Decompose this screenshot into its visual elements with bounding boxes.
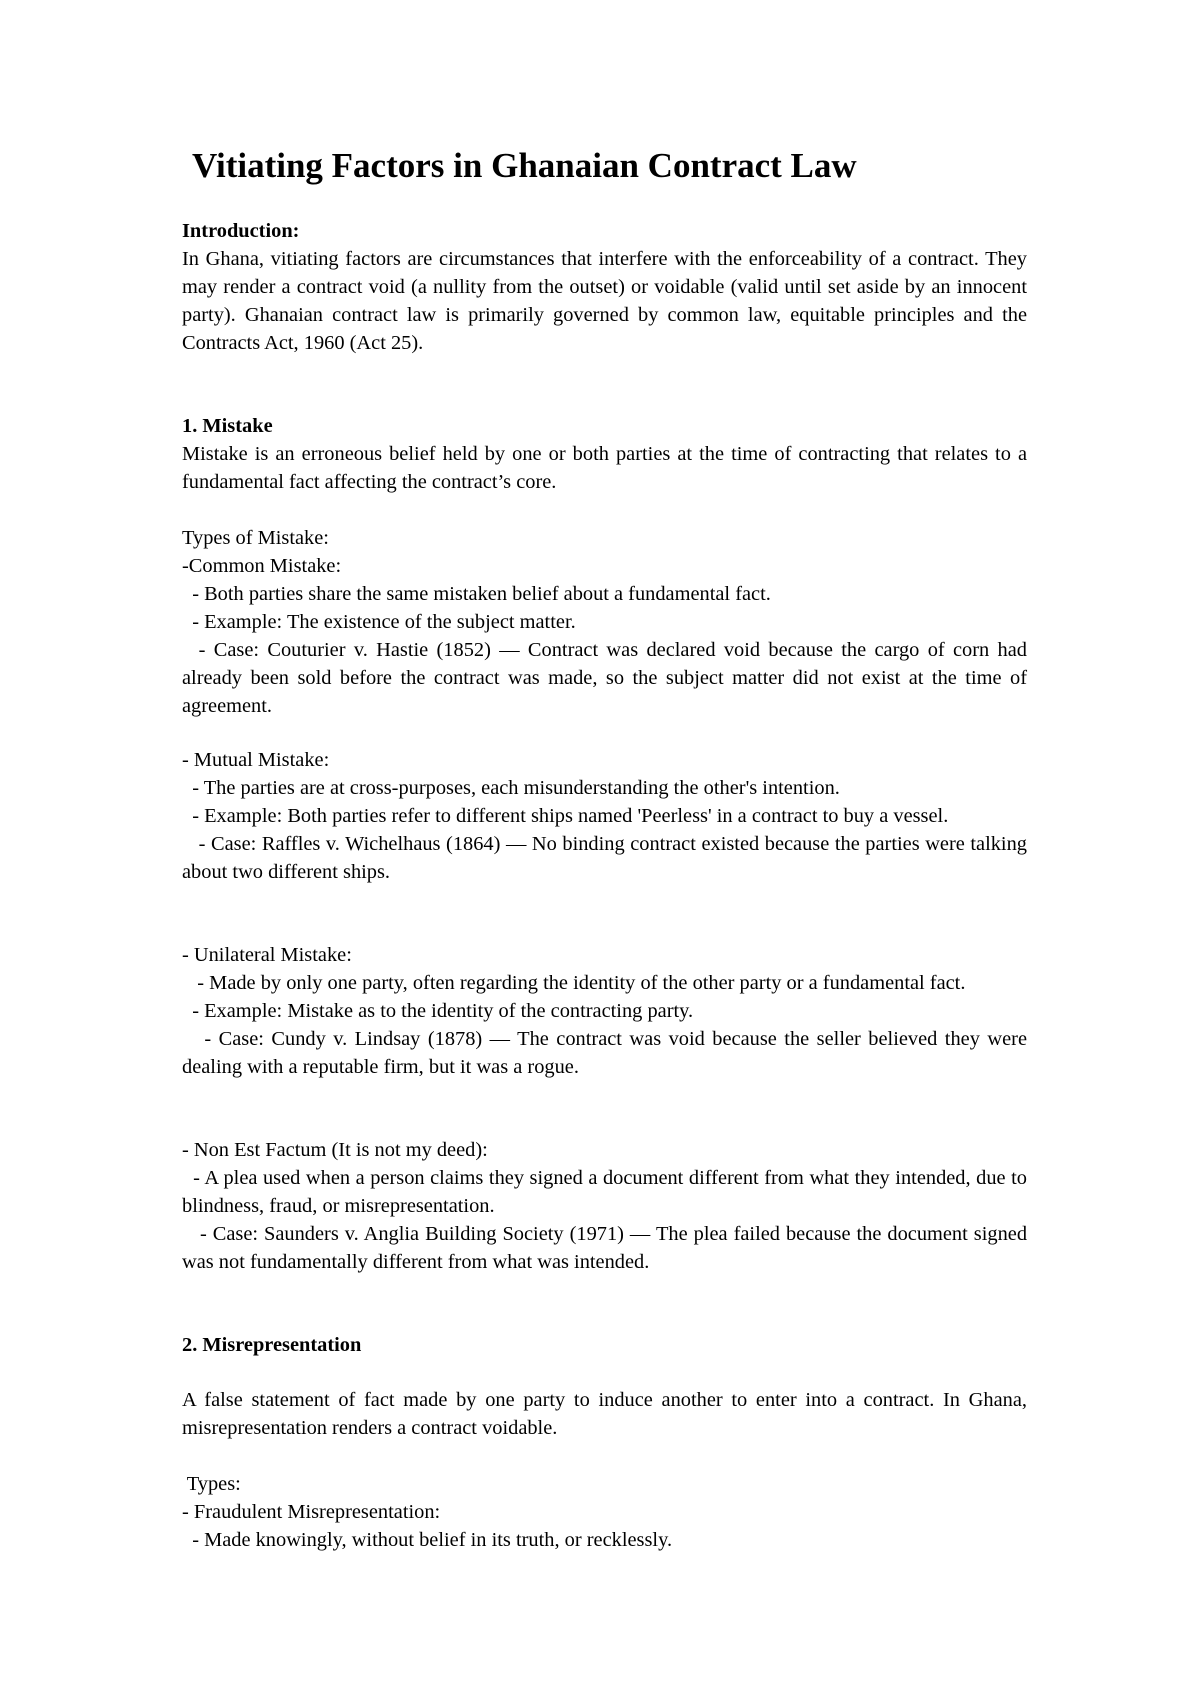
misrepresentation-types-label: Types: [182,1473,241,1495]
mistake-types-label: Types of Mistake: [182,527,329,549]
mutual-mistake-label: - Mutual Mistake: [182,749,330,771]
mistake-definition: Mistake is an erroneous belief held by one or both parties at the time of contracting that relates to a fundamental fact affecting the contract’s core. [182,443,1027,493]
fraudulent-misrepresentation-label: - Fraudulent Misrepresentation: [182,1501,441,1523]
misrepresentation-types-block [182,1470,1027,1554]
non-est-factum-block [182,1136,1033,1276]
misrepresentation-heading: 2. Misrepresentation [182,1334,362,1356]
common-mistake-point: - Both parties share the same mistaken belief about a fundamental fact. [182,583,771,605]
unilateral-mistake-case: - Case: Cundy v. Lindsay (1878) — The contract was void because the seller believed they were dealing with a reputable firm, but it was a rogue. [182,1028,1033,1078]
mutual-mistake-point: - The parties are at cross-purposes, each misunderstanding the other's intention. [182,777,840,799]
common-mistake-example: - Example: The existence of the subject matter. [182,611,576,633]
common-mistake-case: - Case: Couturier v. Hastie (1852) — Contract was declared void because the cargo of corn had already been sold before the contract was made, so the subject matter did not exist at the time of agreement. [182,639,1033,717]
non-est-factum-label: - Non Est Factum (It is not my deed): [182,1139,488,1161]
mutual-mistake-block [182,746,1033,886]
mistake-heading: 1. Mistake [182,415,273,437]
non-est-factum-point: - A plea used when a person claims they signed a document different from what they intended, due to blindness, fraud, or misrepresentation. [182,1167,1033,1217]
non-est-factum-case: - Case: Saunders v. Anglia Building Society (1971) — The plea failed because the document signed was not fundamentally different from what was intended. [182,1223,1033,1273]
mutual-mistake-example: - Example: Both parties refer to different ships named 'Peerless' in a contract to buy a vessel. [182,805,949,827]
mutual-mistake-case: - Case: Raffles v. Wichelhaus (1864) — No binding contract existed because the parties were talking about two different ships. [182,833,1033,883]
unilateral-mistake-point: - Made by only one party, often regarding the identity of the other party or a fundamental fact. [182,972,966,994]
unilateral-mistake-example: - Example: Mistake as to the identity of the contracting party. [182,1000,694,1022]
common-mistake-block [182,552,1033,720]
misrepresentation-definition: A false statement of fact made by one party to induce another to enter into a contract. In Ghana, misrepresentation renders a contract voidable. [182,1389,1027,1439]
document-title: Vitiating Factors in Ghanaian Contract Law [192,146,857,185]
common-mistake-label: -Common Mistake: [182,555,342,577]
unilateral-mistake-block [182,941,1033,1081]
intro-heading: Introduction: [182,220,300,242]
unilateral-mistake-label: - Unilateral Mistake: [182,944,352,966]
intro-paragraph: In Ghana, vitiating factors are circumstances that interfere with the enforceability of a contract. They may render a contract void (a nullity from the outset) or voidable (valid until set aside by an innocent party). Ghanaian contract law is primarily governed by common law, equitable principles and the Contracts Act, 1960 (Act 25). [182,248,1027,354]
fraudulent-misrepresentation-point: - Made knowingly, without belief in its truth, or recklessly. [182,1529,673,1551]
